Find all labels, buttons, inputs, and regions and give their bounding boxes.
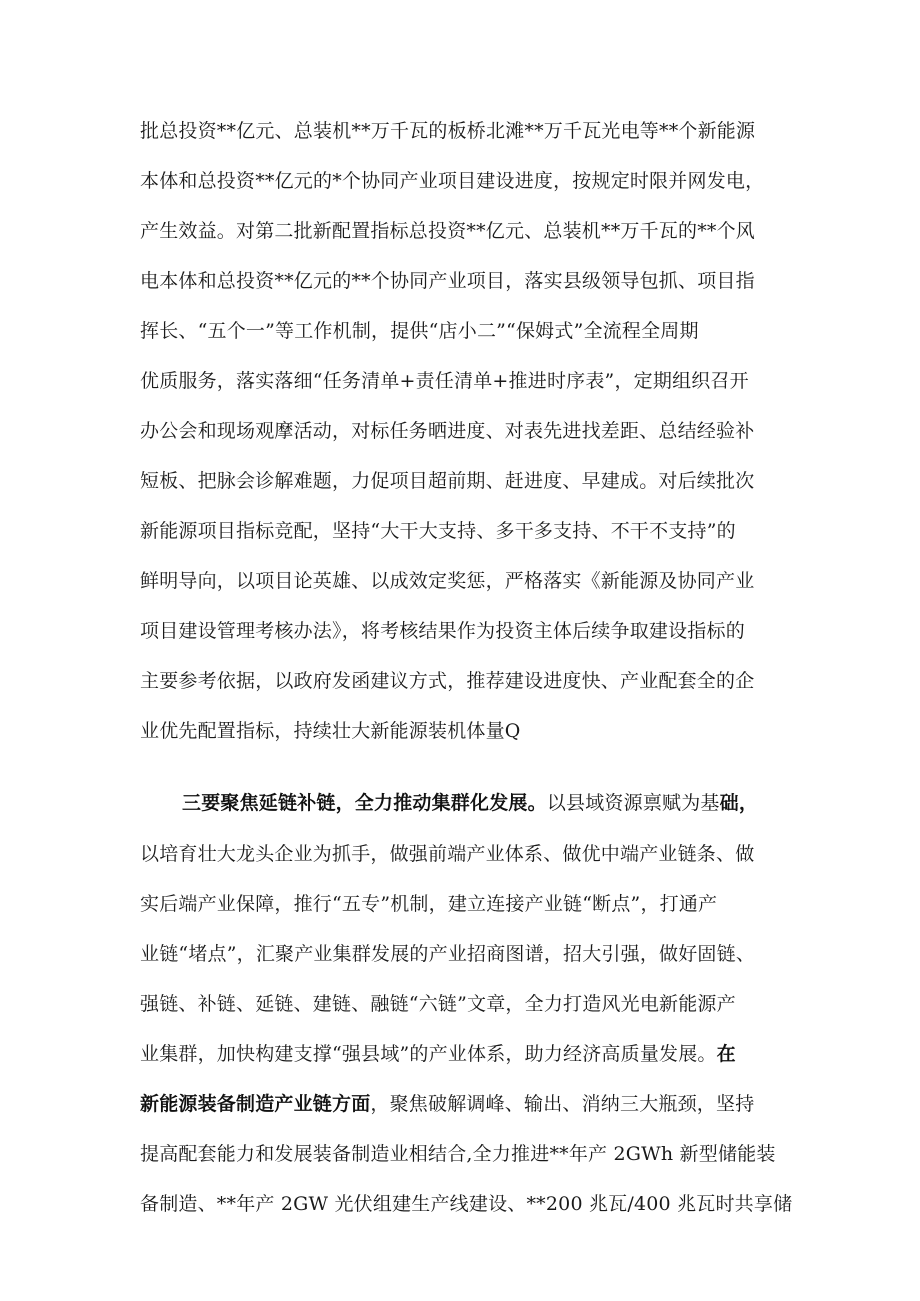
text-line (140, 1092, 800, 1116)
text-line: 提高配套能力和发展装备制造业相结合,全力推进**年产 2GWh 新型储能装 (140, 1143, 776, 1165)
text-line: 短板、把脉会诊解难题，力促项目超前期、赶进度、早建成。对后续批次 (140, 470, 755, 492)
text-line: 以培育壮大龙头企业为抓手，做强前端产业体系、做优中端产业链条、做 (140, 843, 755, 865)
text-span: ，聚焦破解调峰、输出、消纳三大瓶颈，坚持 (370, 1093, 755, 1115)
text-span-bold: 础， (719, 792, 759, 814)
text-line (140, 1042, 800, 1066)
text-line: 备制造、**年产 2GW 光伏组建生产线建设、**200 兆瓦/400 兆瓦时共享储 (140, 1193, 793, 1215)
paragraph-heading: 三要聚焦延链补链，全力推动集群化发展。 (182, 792, 547, 814)
text-line: 项目建设管理考核办法》，将考核结果作为投资主体后续争取建设指标的 (140, 620, 745, 642)
text-line: 办公会和现场观摩活动，对标任务晒进度、对表先进找差距、总结经验补 (140, 420, 755, 442)
text-line: 电本体和总投资**亿元的**个协同产业项目，落实县级领导包抓、项目指 (140, 270, 755, 292)
text-span: 业集群，加快构建支撑“强县域”的产业体系，助力经济高质量发展。 (140, 1043, 717, 1065)
text-line: 业优先配置指标，持续壮大新能源装机体量Q (140, 720, 521, 742)
text-span: 以县域资源禀赋为基 (546, 792, 720, 814)
text-line: 主要参考依据，以政府发函建议方式，推荐建设进度快、产业配套全的企 (140, 670, 755, 692)
text-line: 业链“堵点”，汇聚产业集群发展的产业招商图谱，招大引强，做好固链、 (140, 943, 756, 965)
text-line (182, 791, 802, 815)
text-line: 鲜明导向，以项目论英雄、以成效定奖惩，严格落实《新能源及协同产业 (140, 570, 755, 592)
text-line: 批总投资**亿元、总装机**万千瓦的板桥北滩**万千瓦光电等**个新能源 (140, 120, 756, 142)
text-line: 本体和总投资**亿元的*个协同产业项目建设进度，按规定时限并网发电， (140, 170, 765, 192)
text-span-bold: 在 (716, 1043, 736, 1065)
text-line: 产生效益。对第二批新配置指标总投资**亿元、总装机**万千瓦的**个风 (140, 220, 756, 242)
text-line: 新能源项目指标竞配，坚持“大干大支持、多干多支持、不干不支持”的 (140, 520, 736, 542)
text-line: 挥长、“五个一”等工作机制，提供“店小二”“保姆式”全流程全周期 (140, 320, 699, 342)
subsection-heading: 新能源装备制造产业链方面 (140, 1093, 371, 1115)
text-line: 优质服务，落实落细“任务清单+责任清单+推进时序表”，定期组织召开 (140, 370, 749, 392)
text-line: 强链、补链、延链、建链、融链“六链”文章，全力打造风光电新能源产 (140, 993, 736, 1015)
text-line: 实后端产业保障，推行“五专”机制，建立连接产业链“断点”，打通产 (140, 893, 718, 915)
